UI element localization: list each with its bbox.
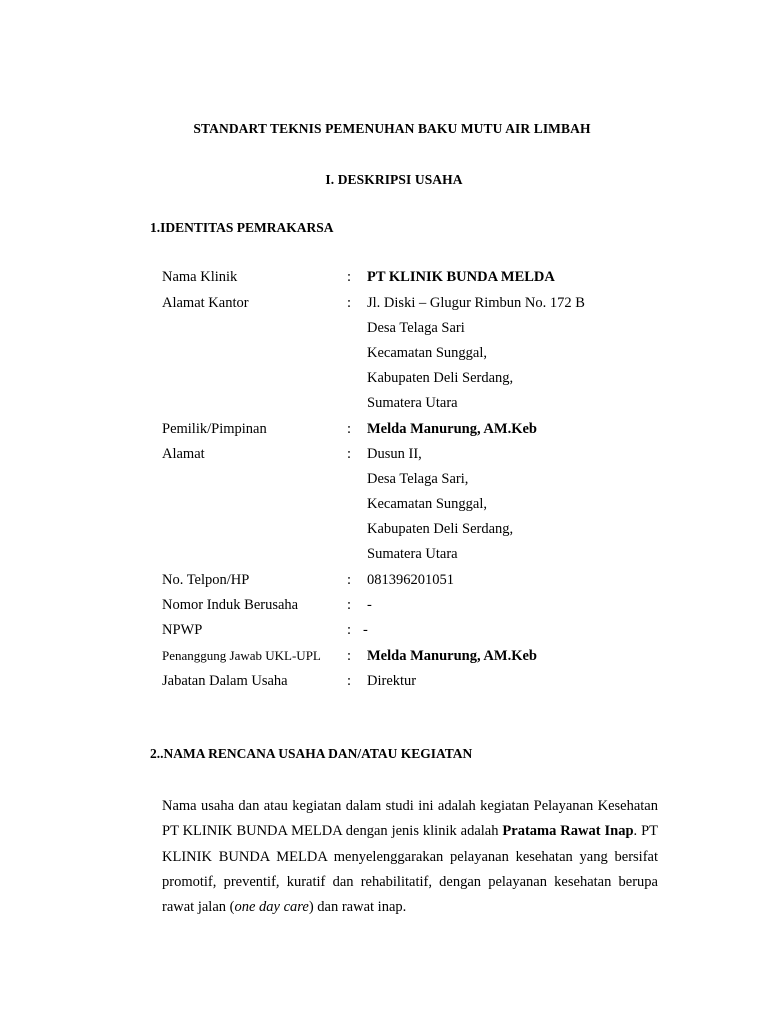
colon: : [347,648,352,664]
label-pemilik: Pemilik/Pimpinan [162,421,267,437]
label-jabatan: Jabatan Dalam Usaha [162,673,288,689]
value-alamat-kantor-line-1: Jl. Diski – Glugur Rimbun No. 172 B [367,295,585,311]
label-penanggung-jawab: Penanggung Jawab UKL-UPL [162,648,321,663]
value-nib: - [367,597,372,613]
value-pemilik: Melda Manurung, AM.Keb [367,421,537,437]
document-title: STANDART TEKNIS PEMENUHAN BAKU MUTU AIR LIMBAH [193,121,591,136]
value-alamat-kantor-line-5: Sumatera Utara [367,395,458,411]
value-penanggung-jawab: Melda Manurung, AM.Keb [367,648,537,664]
heading-identitas-pemrakarsa: 1.IDENTITAS PEMRAKARSA [150,220,334,235]
description-paragraph [162,794,658,920]
value-alamat-line-3: Kecamatan Sunggal, [367,496,487,512]
value-jabatan: Direktur [367,673,417,689]
paragraph-italic-text: one day care [234,899,309,916]
value-alamat-line-5: Sumatera Utara [367,546,458,562]
paragraph-text-2: . PT KLINIK BUNDA MELDA menyelenggarakan pelayanan kesehatan yang bersifat promotif, preventif, kuratif dan rehabilitatif, dengan pelayanan kesehatan berupa rawat jalan ( [162,823,658,916]
colon: : [347,673,352,689]
value-alamat-line-1: Dusun II, [367,446,422,462]
value-telpon: 081396201051 [367,572,454,588]
colon: : [347,295,352,311]
paragraph-text-1: Nama usaha dan atau kegiatan dalam studi ini adalah kegiatan Pelayanan Kesehatan PT KLINIK BUNDA MELDA dengan jenis klinik adalah [162,798,658,840]
value-alamat-kantor-line-4: Kabupaten Deli Serdang, [367,370,514,386]
colon: : [347,421,352,437]
value-alamat-kantor-line-2: Desa Telaga Sari [367,320,465,336]
paragraph-text-3: ) dan rawat inap. [308,899,407,916]
heading-nama-rencana-usaha: 2..NAMA RENCANA USAHA DAN/ATAU KEGIATAN [150,746,473,761]
section-title: I. DESKRIPSI USAHA [325,172,463,187]
colon: : [347,446,352,462]
colon: : [347,572,352,588]
label-telpon: No. Telpon/HP [162,572,250,588]
label-nib: Nomor Induk Berusaha [162,597,299,613]
label-alamat-kantor: Alamat Kantor [162,295,249,311]
value-alamat-line-2: Desa Telaga Sari, [367,471,469,487]
colon: : [347,597,352,613]
colon: : [347,622,352,638]
label-nama-klinik: Nama Klinik [162,269,238,285]
value-npwp: - [363,622,368,638]
label-alamat: Alamat [162,446,205,462]
value-alamat-line-4: Kabupaten Deli Serdang, [367,521,514,537]
paragraph-bold-text: Pratama Rawat Inap [502,823,634,840]
value-alamat-kantor-line-3: Kecamatan Sunggal, [367,345,487,361]
label-npwp: NPWP [162,622,203,638]
colon: : [347,269,352,285]
value-nama-klinik: PT KLINIK BUNDA MELDA [367,269,555,285]
